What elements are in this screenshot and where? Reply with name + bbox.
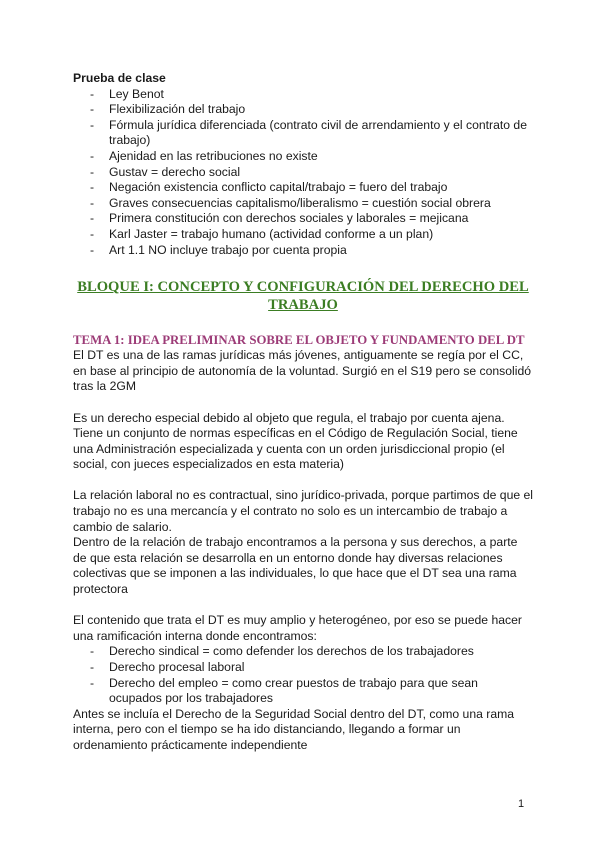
- list-item: - Ajenidad en las retribuciones no existe: [90, 148, 318, 163]
- paragraph-contenido: El contenido que trata el DT es muy amplio y heterogéneo, por eso se puede hacer una ramificación interna donde encontramos:: [73, 613, 522, 643]
- prueba-title: Prueba de clase: [73, 71, 166, 85]
- dash-bullet: -: [90, 675, 95, 690]
- list-item: - Ley Benot: [90, 86, 164, 101]
- list-item: - Derecho del empleo = como crear puestos de trabajo para que sean ocupados por los trabajadores: [90, 675, 478, 706]
- page-number: 1: [518, 798, 525, 810]
- paragraph-gap: [73, 598, 533, 614]
- list-item: - Fórmula jurídica diferenciada (contrato civil de arrendamiento y el contrato de trabajo): [90, 117, 527, 148]
- list-item: - Flexibilización del trabajo: [90, 102, 246, 117]
- dash-bullet: -: [90, 86, 95, 101]
- page-content: [73, 71, 533, 754]
- paragraph-seguridad-social: Antes se incluía el Derecho de la Seguridad Social dentro del DT, como una rama interna, pero con el tiempo se ha ido distanciando, llegando a formar un ordenamiento prácticamente independiente: [73, 706, 515, 752]
- dash-bullet: -: [90, 211, 95, 226]
- dash-bullet: -: [90, 180, 95, 195]
- dash-bullet: -: [90, 195, 95, 210]
- dash-bullet: -: [90, 117, 95, 132]
- ramas-list: [73, 644, 533, 706]
- paragraph-relacion-laboral: La relación laboral no es contractual, sino jurídico-privada, porque partimos de que el trabajo no es una mercancía y el contrato no solo es un intercambio de trabajo a cambio de salario.: [73, 488, 534, 534]
- dash-bullet: -: [90, 148, 95, 163]
- dash-bullet: -: [90, 226, 95, 241]
- dash-bullet: -: [90, 660, 95, 674]
- list-item: - Derecho procesal laboral: [90, 660, 245, 674]
- list-item: - Karl Jaster = trabajo humano (actividad conforme a un plan): [90, 226, 434, 241]
- paragraph-origen: El DT es una de las ramas jurídicas más jóvenes, antiguamente se regía por el CC, en base al principio de autonomía de la voluntad. Surgió en el S19 pero se consolidó tras la 2GM: [73, 348, 532, 394]
- list-item: - Art 1.1 NO incluye trabajo por cuenta propia: [90, 242, 347, 257]
- tema-heading: TEMA 1: IDEA PRELIMINAR SOBRE EL OBJETO Y FUNDAMENTO DEL DT: [73, 333, 525, 348]
- paragraph-persona-derechos: Dentro de la relación de trabajo encontramos a la persona y sus derechos, a parte de que esta relación se desarrolla en un entorno donde hay diversas relaciones colectivas que se imponen a las individuales, lo que hace que el DT sea una rama protectora: [73, 535, 518, 597]
- list-item: - Graves consecuencias capitalismo/liberalismo = cuestión social obrera: [90, 195, 491, 210]
- list-item: - Negación existencia conflicto capital/trabajo = fuero del trabajo: [90, 180, 448, 195]
- dash-bullet: -: [90, 242, 95, 257]
- prueba-list: [73, 87, 533, 259]
- bloque-heading: BLOQUE I: CONCEPTO Y CONFIGURACIÓN DEL DERECHO DEL TRABAJO: [77, 279, 529, 314]
- list-item: - Derecho sindical = como defender los derechos de los trabajadores: [90, 644, 474, 659]
- paragraph-derecho-especial: Es un derecho especial debido al objeto que regula, el trabajo por cuenta ajena. Tiene un conjunto de normas específicas en el Código de Regulación Social, tiene una Administración especializada y cuenta con un orden jurisdiccional propio (el social, con jueces especializados en esta materia): [73, 410, 518, 472]
- list-item: - Primera constitución con derechos sociales y laborales = mejicana: [90, 211, 469, 226]
- paragraph-gap: [73, 395, 533, 411]
- dash-bullet: -: [90, 102, 95, 117]
- list-item: - Gustav = derecho social: [90, 164, 241, 179]
- paragraph-gap: [73, 473, 533, 489]
- dash-bullet: -: [90, 644, 95, 659]
- dash-bullet: -: [90, 164, 95, 179]
